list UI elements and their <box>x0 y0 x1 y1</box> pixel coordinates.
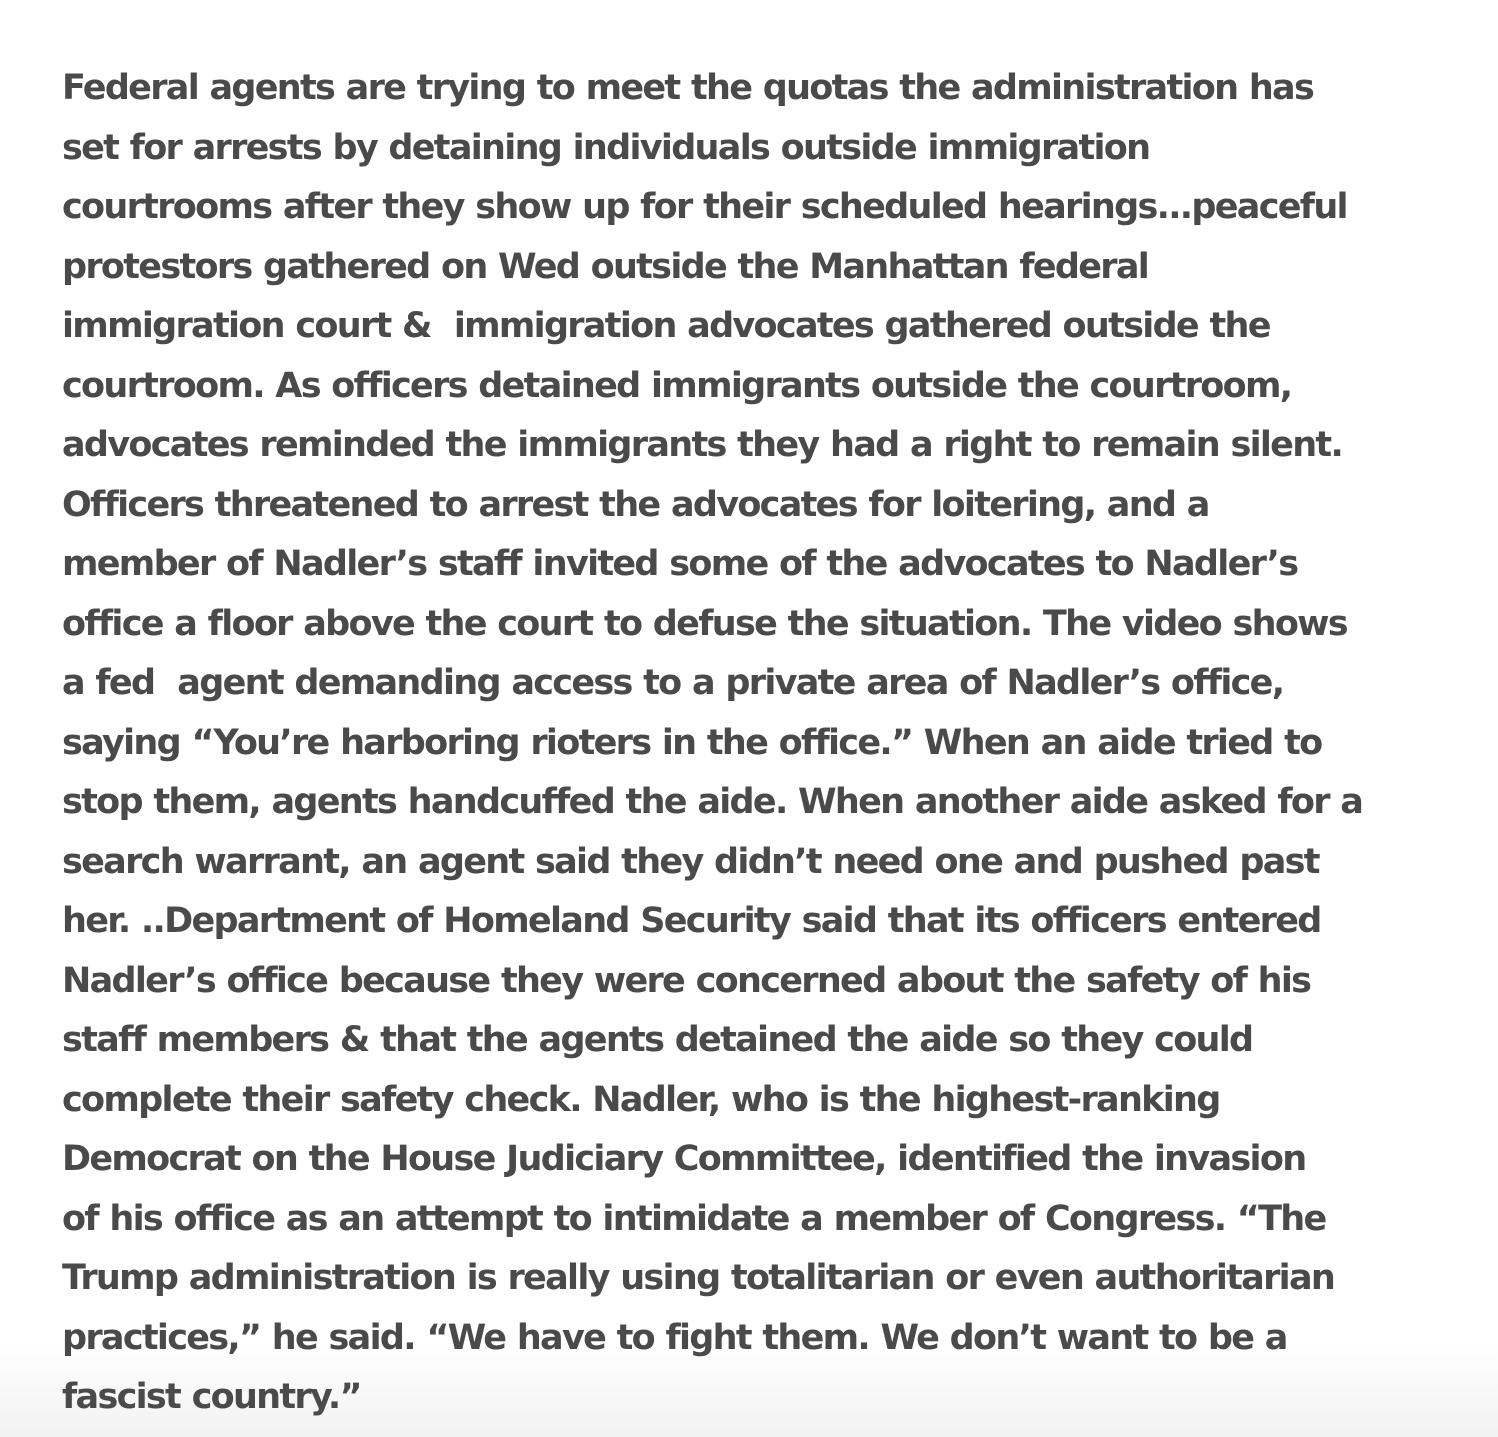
text-line-9: member of Nadler’s staff invited some of the advocates to Nadler’s <box>62 544 1298 584</box>
text-line-12: saying “You’re harboring rioters in the office.” When an aide tried to <box>62 722 1322 763</box>
text-line-20: of his office as an attempt to intimidate a member of Congress. “The <box>62 1198 1326 1239</box>
text-line-21: Trump administration is really using totalitarian or even authoritarian <box>62 1258 1335 1298</box>
text-line-10: office a floor above the court to defuse the situation. The video shows <box>62 603 1347 644</box>
text-line-15: her. ..Department of Homeland Security said that its officers entered <box>62 901 1321 941</box>
text-line-16: Nadler’s office because they were concerned about the safety of his <box>62 960 1311 1001</box>
text-line-4: protestors gathered on Wed outside the Manhattan federal <box>62 246 1149 287</box>
text-line-18: complete their safety check. Nadler, who is the highest-ranking <box>62 1079 1220 1120</box>
text-line-1: Federal agents are trying to meet the quotas the administration has <box>62 68 1314 108</box>
text-line-11: a fed agent demanding access to a private area of Nadler’s office, <box>62 663 1284 703</box>
text-line-13: stop them, agents handcuffed the aide. When another aide asked for a <box>62 782 1363 822</box>
text-line-17: staff members & that the agents detained the aide so they could <box>62 1020 1253 1060</box>
text-line-19: Democrat on the House Judiciary Committee, identified the invasion <box>62 1139 1306 1179</box>
text-line-2: set for arrests by detaining individuals outside immigration <box>62 127 1150 168</box>
text-line-22: practices,” he said. “We have to fight them. We don’t want to be a <box>62 1317 1287 1358</box>
text-line-6: courtroom. As officers detained immigrants outside the courtroom, <box>62 365 1292 406</box>
text-line-5: immigration court & immigration advocates gathered outside the <box>62 306 1270 346</box>
text-line-14: search warrant, an agent said they didn’t need one and pushed past <box>62 841 1319 882</box>
text-line-23: fascist country.” <box>62 1377 361 1417</box>
text-line-7: advocates reminded the immigrants they had a right to remain silent. <box>62 425 1343 465</box>
text-line-3: courtrooms after they show up for their scheduled hearings...peaceful <box>62 187 1347 227</box>
text-line-8: Officers threatened to arrest the advocates for loitering, and a <box>62 484 1209 525</box>
article-text <box>62 59 1472 1428</box>
